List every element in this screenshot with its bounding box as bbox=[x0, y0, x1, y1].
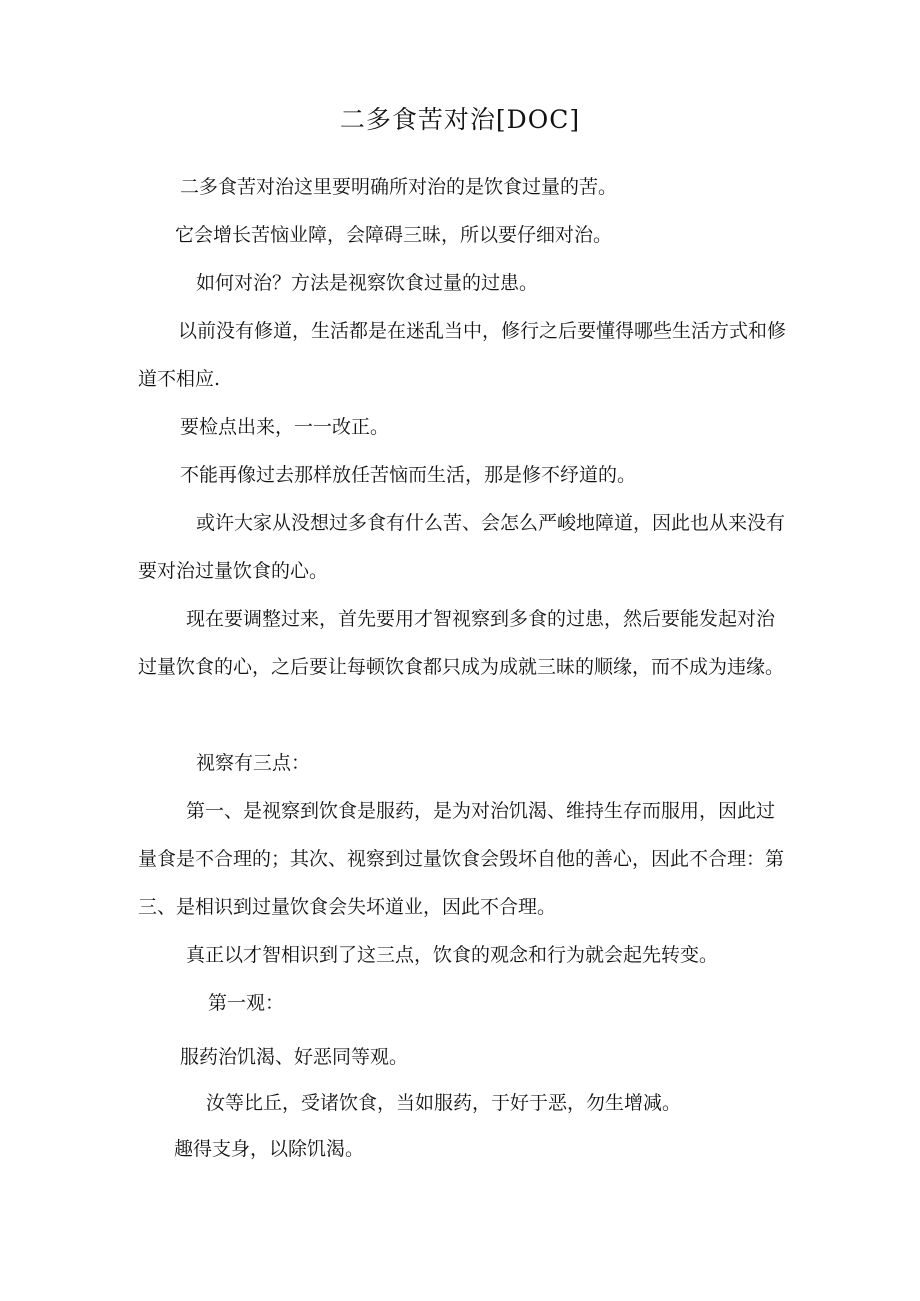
paragraph: 服药治饥渴、好恶同等观。 bbox=[180, 1046, 409, 1068]
paragraph: 或许大家从没想过多食有什么苦、会怎么严峻地障道，因此也从来没有要对治过量饮食的心。 bbox=[138, 512, 786, 582]
document-title: 二多食苦对治[DOC] bbox=[339, 105, 581, 134]
paragraph: 真正以才智相识到了这三点，饮食的观念和行为就会起先转变。 bbox=[186, 944, 719, 966]
paragraph: 不能再像过去那样放任苦恼而生活，那是修不纾道的。 bbox=[180, 464, 637, 486]
paragraph: 以前没有修道，生活都是在迷乱当中，修行之后要懂得哪些生活方式和修道不相应. bbox=[138, 320, 787, 390]
paragraph: 视察有三点： bbox=[196, 752, 311, 774]
paragraph: 二多食苦对治这里要明确所对治的是饮食过量的苦。 bbox=[180, 176, 618, 198]
paragraph: 要检点出来，一一改正。 bbox=[180, 416, 390, 438]
paragraph: 第一观： bbox=[208, 992, 285, 1014]
paragraph: 如何对治？方法是视察饮食过量的过患。 bbox=[196, 272, 539, 294]
paragraph: 它会增长苦恼业障，会障碍三昧，所以要仔细对治。 bbox=[175, 224, 613, 246]
paragraph: 趣得支身，以除饥渴。 bbox=[174, 1138, 365, 1160]
paragraph: 第一、是视察到饮食是服药，是为对治饥渴、维持生存而服用，因此过量食是不合理的；其次、视察到过量饮食会毁坏自他的善心，因此不合理：第三、是相识到过量饮食会失坏道业，因此不合理。 bbox=[138, 800, 785, 918]
paragraph: 现在要调整过来，首先要用才智视察到多食的过患，然后要能发起对治过量饮食的心，之后要让每顿饮食都只成为成就三昧的顺缘，而不成为违缘。 bbox=[138, 608, 785, 678]
paragraph: 汝等比丘，受诸饮食，当如服药，于好于恶，勿生增减。 bbox=[206, 1092, 682, 1114]
